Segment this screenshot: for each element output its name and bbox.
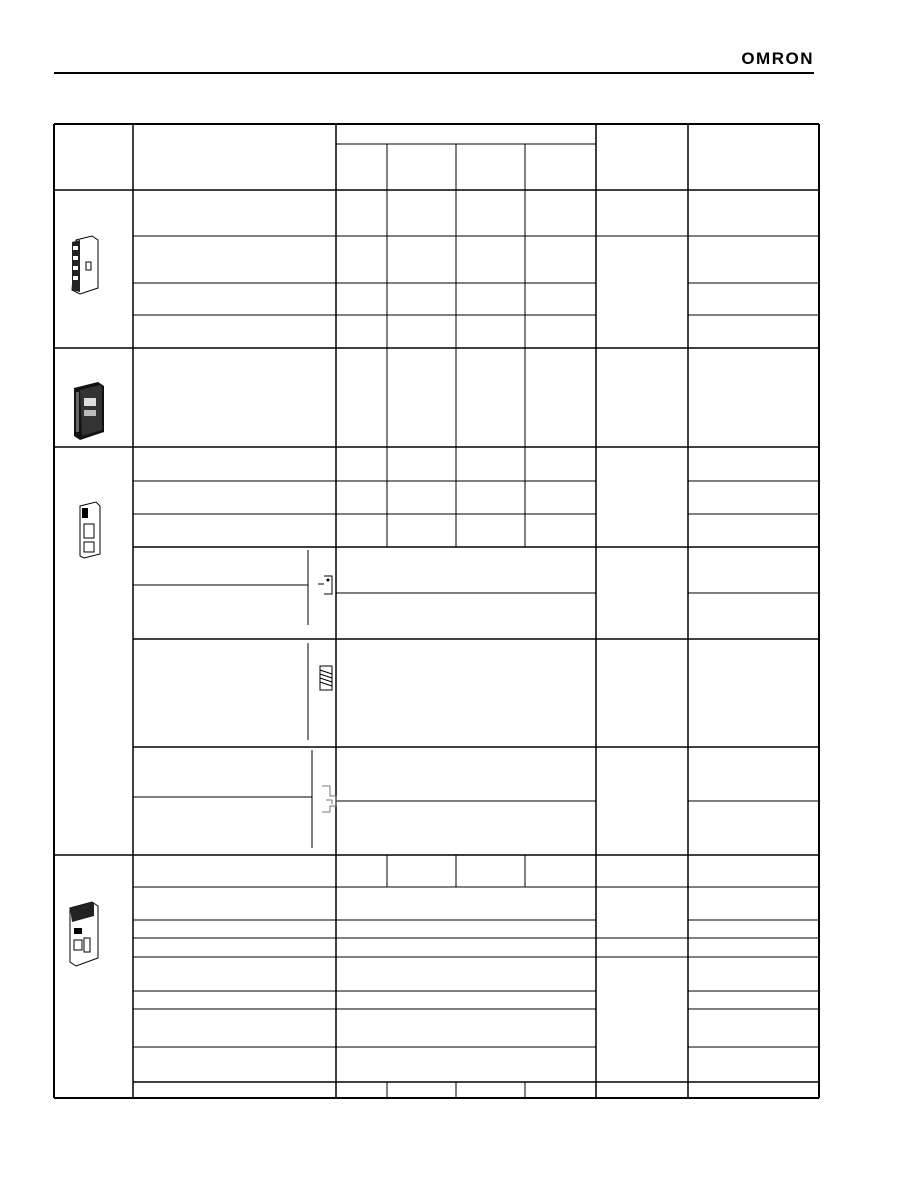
io-module-unit-image xyxy=(62,898,106,970)
panel-mount-diagram xyxy=(316,782,340,816)
din-rail-mount-diagram xyxy=(312,570,338,600)
screw-mount-diagram xyxy=(314,662,338,692)
omron-logo: OMRON xyxy=(741,49,814,68)
terminal-block-unit-image xyxy=(62,232,106,298)
slim-io-unit-image xyxy=(72,498,108,562)
compact-io-unit-image xyxy=(64,378,114,444)
